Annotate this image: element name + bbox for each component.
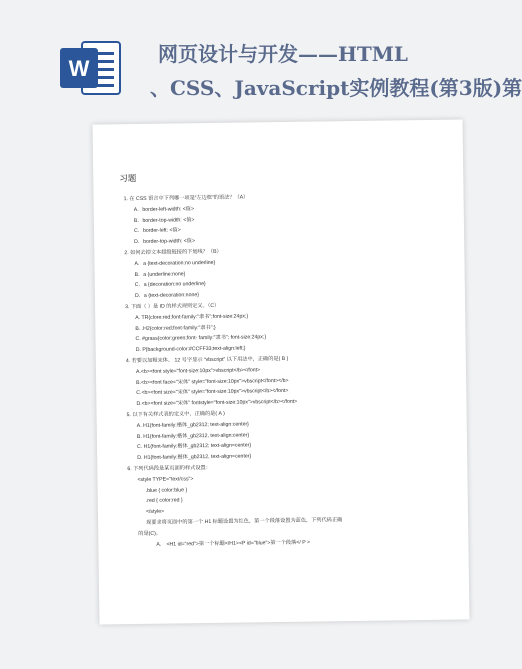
- option-line: C．border-left: <值>: [133, 227, 181, 235]
- option-line: D．a {text-decoration:none}: [134, 292, 199, 300]
- option-line: A.<b><font style="font-size:10px">vbscript</b></font>: [135, 367, 261, 375]
- question-line: 4. 若要以加粗宋体、 12 号字显示 “vbscript” 以下用法中，正确的是( B ): [125, 355, 289, 365]
- option-line: .red { color:red }: [145, 497, 183, 505]
- document-page-preview: [93, 119, 470, 624]
- option-line: <style TYPE="text/css">: [137, 475, 194, 483]
- document-title-line2: 、CSS、JavaScript实例教程(第3版)第: [150, 76, 522, 100]
- option-line: D. H1{font-family:楷体_gb2312, text-align=center}: [137, 453, 252, 462]
- option-line: .blue { color:blue }: [145, 486, 188, 494]
- option-line: B.<b><font face="宋体" style="font-size:10px">vbscript</font></b>: [136, 377, 289, 386]
- document-header: [0, 0, 522, 110]
- word-document-icon: [58, 38, 124, 98]
- option-line: D．border-top-width: <值>: [134, 238, 196, 246]
- option-line: C.<b><font size="宋体" style="font-size:10px">vbscript</b></font>: [136, 388, 289, 397]
- option-line: A. TR{clore:red;font-family:"隶书";font-size:24px;}: [135, 313, 249, 321]
- option-line: B. .H2{color:red;font-family:"隶书";}: [135, 324, 216, 332]
- question-line: 6. 下列代码段是某页面的样式设置：: [127, 464, 211, 473]
- option-line: 的是(C)。: [138, 530, 162, 537]
- option-line: C．a {decoration:no underline}: [134, 281, 206, 289]
- question-line: 5. 以下有关样式表的定义中，正确的是( A ): [126, 410, 225, 419]
- exercise-heading: 习题: [119, 174, 137, 185]
- page-footer: [0, 640, 474, 669]
- question-line: 2. 如何去掉文本超级链接的下划线？（B）: [124, 248, 222, 257]
- option-line: C. H1{font-family:楷体_gb2312; text-align=center}: [136, 442, 252, 451]
- svg-text:W: W: [68, 56, 90, 81]
- option-line: D. P{background-color:#CCFF33;text-align:left;}: [135, 345, 246, 354]
- option-line: A． <H1 id="red">第一个标题</H1><P id="blue">第一个段落</ P >: [156, 539, 311, 548]
- option-line: D.<b><font size="宋体" fontstyle="font-size:10px">vbscript</b></font>: [136, 398, 298, 408]
- option-line: B. H1{font-family:楷体_gb2312, text-align:center}: [136, 431, 250, 440]
- option-line: B．a {underline:none}: [134, 270, 186, 278]
- question-line: 3. 下面（ ）是 ID 的样式规则定义。（C）: [125, 302, 220, 311]
- option-line: A．a {text-decoration:no underline}: [134, 259, 216, 267]
- option-line: C. #grass{color:green;font- family:"隶书"; font-size:24px;}: [135, 334, 267, 343]
- document-title-line1: 网页设计与开发——HTML: [158, 42, 408, 66]
- option-line: A. H1{font-family:楷体_gb2312; text-align:center}: [136, 421, 249, 429]
- exercise-lines: [124, 190, 459, 551]
- option-line: 现要求将页面中的第一个 H1 标题设置为红色，第一个段落设置为蓝色，下列代码正确: [146, 517, 343, 526]
- option-line: B．border-top-width: <值>: [133, 216, 195, 224]
- option-line: A．border-left-width: <值>: [133, 205, 195, 213]
- option-line: </style>: [145, 508, 165, 516]
- question-line: 1. 在 CSS 语言中下列哪一项是“左边框”的语法？（A）: [123, 194, 249, 203]
